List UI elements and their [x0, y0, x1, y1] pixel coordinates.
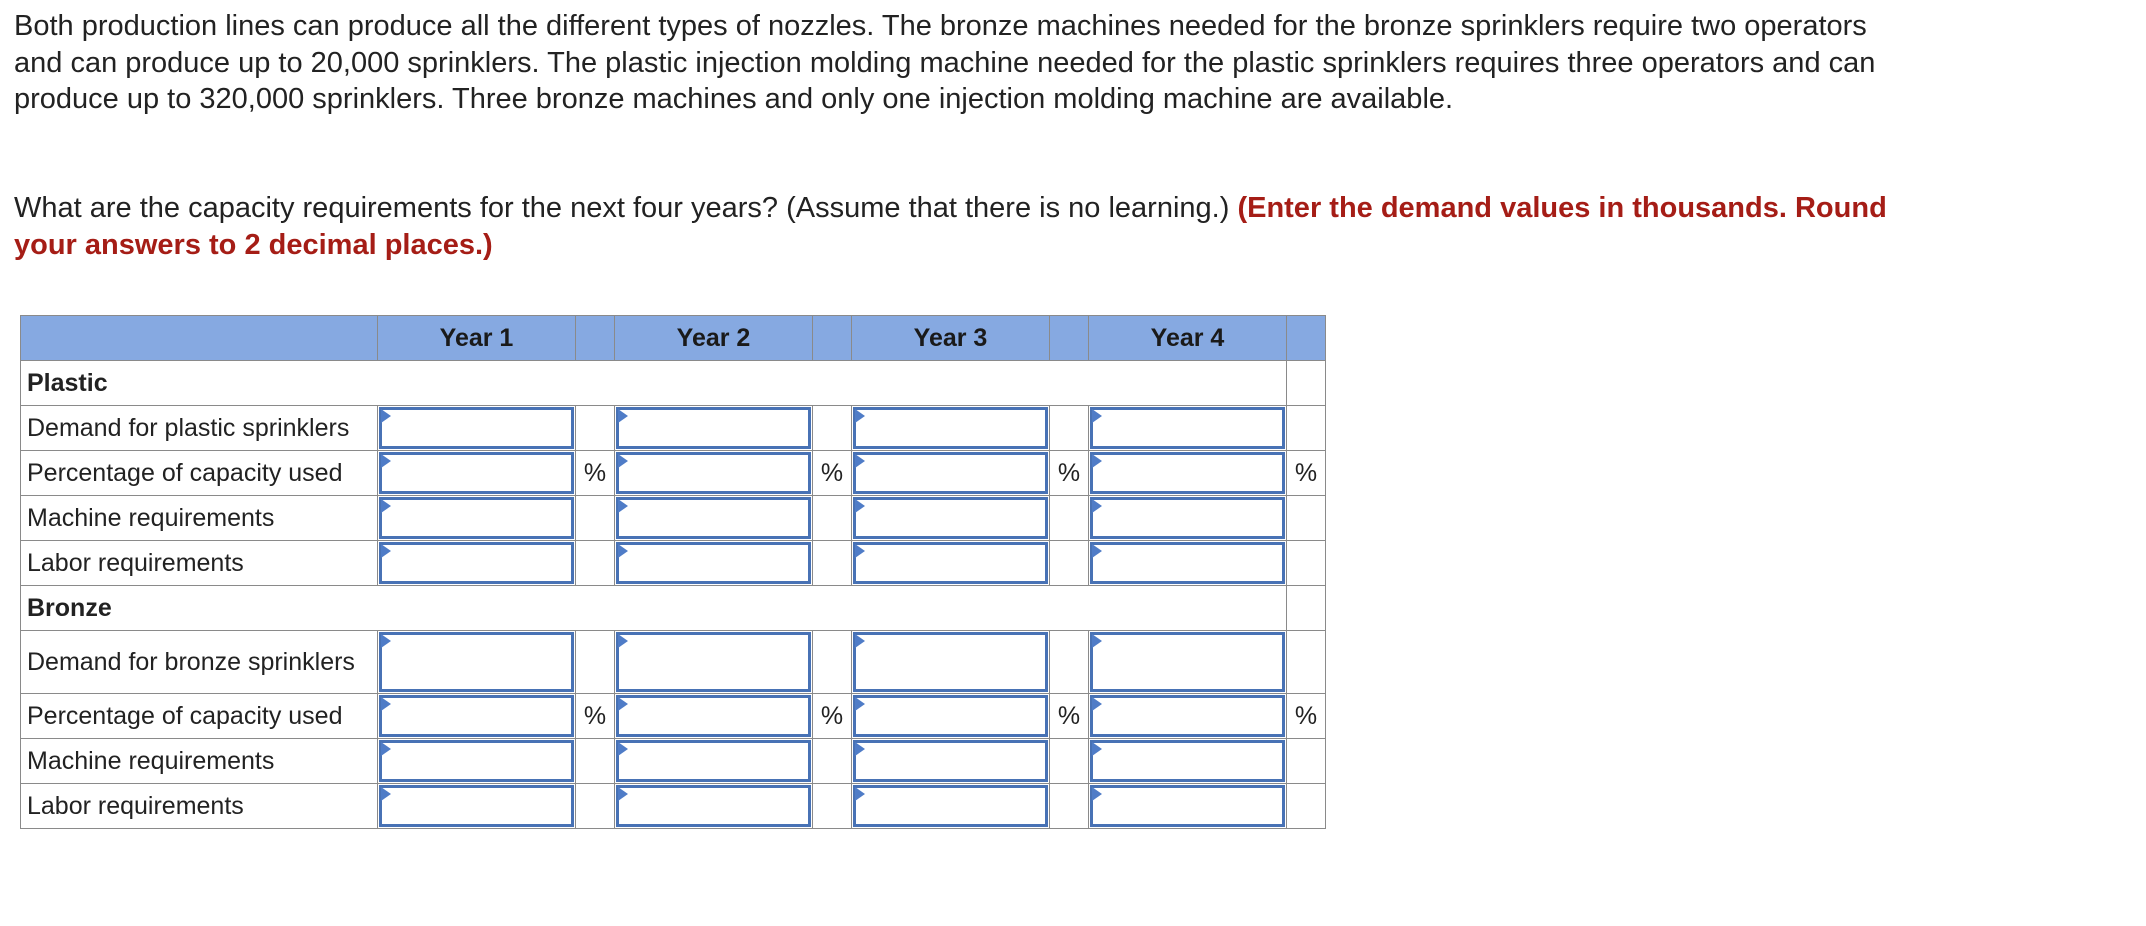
- answer-field: [853, 695, 1048, 737]
- unit-blank: [813, 541, 852, 586]
- answer-input[interactable]: [856, 635, 1045, 689]
- answer-input[interactable]: [1093, 698, 1282, 734]
- unit-blank: [1050, 739, 1089, 784]
- unit-blank: [1287, 496, 1326, 541]
- answer-field: [379, 785, 574, 827]
- unit-blank: [576, 784, 615, 829]
- section-row: [21, 586, 1326, 631]
- answer-field: [616, 632, 811, 692]
- answer-input[interactable]: [382, 410, 571, 446]
- answer-cell: [378, 451, 576, 496]
- section-unit-blank: [1287, 361, 1326, 406]
- answer-input[interactable]: [1093, 545, 1282, 581]
- answer-cell: [1089, 406, 1287, 451]
- answer-input[interactable]: [619, 743, 808, 779]
- answer-field: [853, 740, 1048, 782]
- unit-blank: [1050, 406, 1089, 451]
- answer-field: [379, 452, 574, 494]
- answer-cell: [1089, 451, 1287, 496]
- answer-field: [616, 740, 811, 782]
- table-row: [21, 784, 1326, 829]
- unit-blank: [576, 631, 615, 694]
- section-row: [21, 361, 1326, 406]
- answer-field: [1090, 785, 1285, 827]
- answer-cell: [1089, 496, 1287, 541]
- row-label: Machine requirements: [21, 739, 378, 784]
- answer-cell: [378, 739, 576, 784]
- answer-cell: [852, 739, 1050, 784]
- answer-input[interactable]: [382, 698, 571, 734]
- percent-unit-label: %: [1287, 694, 1326, 739]
- answer-cell: [1089, 541, 1287, 586]
- question-main: What are the capacity requirements for the next four years? (Assume that there is no learning.): [14, 192, 1230, 224]
- unit-blank: [813, 784, 852, 829]
- answer-field: [616, 695, 811, 737]
- header-year-2: Year 2: [615, 316, 813, 361]
- answer-input[interactable]: [856, 410, 1045, 446]
- unit-blank: [813, 739, 852, 784]
- unit-blank: [576, 406, 615, 451]
- answer-cell: [852, 784, 1050, 829]
- unit-blank: [1287, 784, 1326, 829]
- table-row: [21, 406, 1326, 451]
- answer-cell: [852, 631, 1050, 694]
- answer-cell: [378, 406, 576, 451]
- answer-field: [379, 740, 574, 782]
- answer-field: [1090, 407, 1285, 449]
- answer-input[interactable]: [619, 545, 808, 581]
- answer-field: [616, 407, 811, 449]
- answer-field: [379, 497, 574, 539]
- unit-blank: [576, 541, 615, 586]
- answer-input[interactable]: [619, 788, 808, 824]
- unit-blank: [1287, 406, 1326, 451]
- answer-cell: [378, 784, 576, 829]
- answer-field: [616, 497, 811, 539]
- unit-blank: [1050, 631, 1089, 694]
- header-blank: [21, 316, 378, 361]
- table-row: [21, 496, 1326, 541]
- answer-input[interactable]: [382, 788, 571, 824]
- header-unit-2: [813, 316, 852, 361]
- answer-cell: [615, 451, 813, 496]
- unit-blank: [813, 406, 852, 451]
- section-unit-blank: [1287, 586, 1326, 631]
- section-title: Bronze: [21, 586, 1287, 631]
- header-unit-1: [576, 316, 615, 361]
- unit-blank: [1287, 631, 1326, 694]
- unit-blank: [813, 631, 852, 694]
- answer-field: [379, 542, 574, 584]
- answer-input[interactable]: [619, 698, 808, 734]
- answer-field: [1090, 695, 1285, 737]
- answer-cell: [378, 694, 576, 739]
- unit-blank: [1050, 496, 1089, 541]
- answer-cell: [852, 694, 1050, 739]
- unit-blank: [1050, 784, 1089, 829]
- unit-blank: [813, 496, 852, 541]
- percent-unit-label: %: [1287, 451, 1326, 496]
- answer-field: [853, 542, 1048, 584]
- problem-intro: Both production lines can produce all the different types of nozzles. The bronze machines needed for the bronze sprinklers require two operators and can produce up to 20,000 sprinklers. The plastic injection molding machine needed for the plastic sprinklers requires three operators and can produce up to 320,000 sprinklers. Three bronze machines and only one injection molding machine are available.: [14, 10, 1876, 115]
- unit-blank: [1050, 541, 1089, 586]
- unit-blank: [576, 496, 615, 541]
- answer-field: [379, 407, 574, 449]
- unit-blank: [576, 739, 615, 784]
- header-year-4: Year 4: [1089, 316, 1287, 361]
- header-unit-3: [1050, 316, 1089, 361]
- answer-cell: [1089, 631, 1287, 694]
- answer-cell: [615, 496, 813, 541]
- answer-cell: [615, 784, 813, 829]
- unit-blank: [1287, 541, 1326, 586]
- table-row: [21, 631, 1326, 694]
- row-label: Machine requirements: [21, 496, 378, 541]
- table-row: [21, 739, 1326, 784]
- answer-field: [616, 785, 811, 827]
- answer-cell: [615, 406, 813, 451]
- answer-input[interactable]: [619, 410, 808, 446]
- row-label: Demand for bronze sprinklers: [21, 631, 378, 694]
- answer-input[interactable]: [856, 743, 1045, 779]
- answer-input[interactable]: [382, 545, 571, 581]
- answer-cell: [852, 496, 1050, 541]
- answer-cell: [615, 694, 813, 739]
- percent-unit-label: %: [1050, 451, 1089, 496]
- answer-cell: [615, 739, 813, 784]
- answer-instruction: (Enter the demand values in thousands. Round your answers to 2 decimal places.): [14, 192, 1887, 261]
- percent-unit-label: %: [576, 451, 615, 496]
- table-header-row: [21, 316, 1326, 361]
- unit-blank: [1287, 739, 1326, 784]
- answer-input[interactable]: [619, 500, 808, 536]
- row-label: Labor requirements: [21, 784, 378, 829]
- table-body: [21, 361, 1326, 829]
- row-label: Labor requirements: [21, 541, 378, 586]
- answer-cell: [852, 406, 1050, 451]
- table-row: [21, 694, 1326, 739]
- answer-cell: [378, 631, 576, 694]
- header-year-3: Year 3: [852, 316, 1050, 361]
- row-label: Percentage of capacity used: [21, 451, 378, 496]
- answer-input[interactable]: [619, 635, 808, 689]
- answer-input[interactable]: [619, 455, 808, 491]
- answer-input[interactable]: [1093, 500, 1282, 536]
- answer-input[interactable]: [382, 743, 571, 779]
- table-row: [21, 451, 1326, 496]
- answer-input[interactable]: [856, 698, 1045, 734]
- answer-field: [1090, 452, 1285, 494]
- answer-input[interactable]: [382, 635, 571, 689]
- answer-input[interactable]: [856, 545, 1045, 581]
- answer-input[interactable]: [1093, 410, 1282, 446]
- answer-cell: [615, 631, 813, 694]
- answer-input[interactable]: [1093, 455, 1282, 491]
- percent-unit-label: %: [813, 451, 852, 496]
- answer-input[interactable]: [1093, 635, 1282, 689]
- percent-unit-label: %: [1050, 694, 1089, 739]
- answer-field: [853, 785, 1048, 827]
- header-year-1: Year 1: [378, 316, 576, 361]
- answer-field: [1090, 632, 1285, 692]
- capacity-requirements-table: [20, 315, 1326, 829]
- percent-unit-label: %: [576, 694, 615, 739]
- answer-field: [853, 497, 1048, 539]
- header-unit-4: [1287, 316, 1326, 361]
- answer-cell: [1089, 739, 1287, 784]
- answer-cell: [378, 541, 576, 586]
- answer-field: [379, 695, 574, 737]
- section-title: Plastic: [21, 361, 1287, 406]
- answer-field: [853, 407, 1048, 449]
- answer-cell: [1089, 694, 1287, 739]
- answer-input[interactable]: [856, 788, 1045, 824]
- answer-field: [1090, 542, 1285, 584]
- answer-input[interactable]: [382, 500, 571, 536]
- answer-field: [853, 452, 1048, 494]
- answer-field: [379, 632, 574, 692]
- answer-field: [1090, 740, 1285, 782]
- answer-input[interactable]: [856, 500, 1045, 536]
- table-row: [21, 541, 1326, 586]
- answer-cell: [378, 496, 576, 541]
- answer-cell: [852, 451, 1050, 496]
- percent-unit-label: %: [813, 694, 852, 739]
- answer-cell: [852, 541, 1050, 586]
- answer-field: [853, 632, 1048, 692]
- answer-field: [1090, 497, 1285, 539]
- answer-field: [616, 542, 811, 584]
- question-text: [14, 190, 1914, 263]
- answer-field: [616, 452, 811, 494]
- row-label: Demand for plastic sprinklers: [21, 406, 378, 451]
- answer-input[interactable]: [382, 455, 571, 491]
- answer-cell: [1089, 784, 1287, 829]
- answer-input[interactable]: [856, 455, 1045, 491]
- row-label: Percentage of capacity used: [21, 694, 378, 739]
- answer-input[interactable]: [1093, 743, 1282, 779]
- answer-cell: [615, 541, 813, 586]
- answer-input[interactable]: [1093, 788, 1282, 824]
